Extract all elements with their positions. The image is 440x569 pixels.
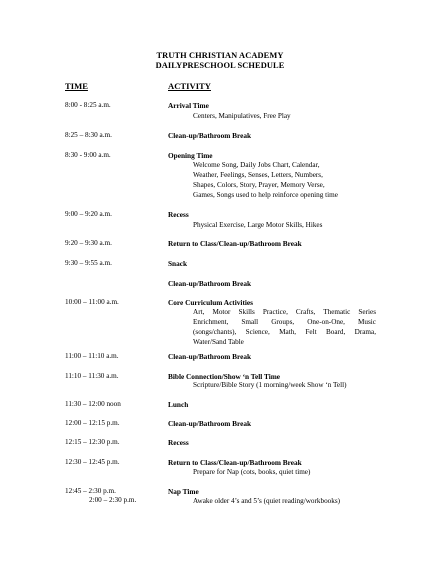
activity-name: Recess bbox=[168, 438, 189, 447]
time-slot: 11:10 – 11:30 a.m. bbox=[65, 372, 119, 380]
time-slot: 8:25 – 8:30 a.m. bbox=[65, 131, 112, 139]
time-slot: 2:00 – 2:30 p.m. bbox=[89, 496, 137, 504]
time-slot: 9:00 – 9:20 a.m. bbox=[65, 210, 112, 218]
activity-name: Clean-up/Bathroom Break bbox=[168, 419, 252, 428]
activity-details bbox=[193, 467, 310, 477]
detail-line: Art, Motor Skills Practice, Crafts, Thematic Series bbox=[193, 308, 376, 316]
time-slot: 10:00 – 11:00 a.m. bbox=[65, 298, 119, 306]
activity-name: Return to Class/Clean-up/Bathroom Break bbox=[168, 239, 302, 248]
activity-name: Opening Time bbox=[168, 151, 213, 160]
activity-details bbox=[193, 307, 376, 347]
activity-name: Clean-up/Bathroom Break bbox=[168, 131, 252, 140]
detail-line: Centers, Manipulatives, Free Play bbox=[193, 112, 291, 120]
activity-name: Clean-up/Bathroom Break bbox=[168, 279, 252, 288]
detail-line: Shapes, Colors, Story, Prayer, Memory Verse, bbox=[193, 181, 325, 189]
activity-details bbox=[193, 496, 340, 506]
detail-line: Physical Exercise, Large Motor Skills, Hikes bbox=[193, 221, 323, 229]
activity-name: Core Curriculum Activities bbox=[168, 298, 253, 307]
time-slot: 8:00 - 8:25 a.m. bbox=[65, 101, 111, 109]
activity-name: Nap Time bbox=[168, 487, 199, 496]
activity-name: Return to Class/Clean-up/Bathroom Break bbox=[168, 458, 302, 467]
activity-name: Arrival Time bbox=[168, 101, 209, 110]
time-slot: 11:30 – 12:00 noon bbox=[65, 400, 121, 408]
detail-line: Water/Sand Table bbox=[193, 338, 244, 346]
activity-name: Lunch bbox=[168, 400, 189, 409]
detail-line: Welcome Song, Daily Jobs Chart, Calendar, bbox=[193, 161, 320, 169]
detail-line: Games, Songs used to help reinforce opening time bbox=[193, 191, 338, 199]
activity-details bbox=[193, 380, 346, 390]
time-slot: 9:20 – 9:30 a.m. bbox=[65, 239, 112, 247]
time-slot: 12:15 – 12:30 p.m. bbox=[65, 438, 120, 446]
time-slot: 9:30 – 9:55 a.m. bbox=[65, 259, 112, 267]
activity-name: Clean-up/Bathroom Break bbox=[168, 352, 252, 361]
time-slot: 12:30 – 12:45 p.m. bbox=[65, 458, 120, 466]
school-name: TRUTH CHRISTIAN ACADEMY bbox=[156, 51, 284, 60]
time-slot: 8:30 - 9:00 a.m. bbox=[65, 151, 111, 159]
detail-line: Prepare for Nap (cots, books, quiet time) bbox=[193, 468, 311, 476]
detail-line: Weather, Feelings, Senses, Letters, Numbers, bbox=[193, 171, 323, 179]
time-slot: 11:00 – 11:10 a.m. bbox=[65, 352, 119, 360]
activity-name: Bible Connection/Show ‘n Tell Time bbox=[168, 372, 281, 381]
activity-column-header: ACTIVITY bbox=[168, 81, 211, 91]
activity-name: Recess bbox=[168, 210, 189, 219]
page-title: DAILYPRESCHOOL SCHEDULE bbox=[155, 61, 285, 70]
time-column-header: TIME bbox=[65, 81, 88, 91]
activity-details bbox=[193, 160, 338, 200]
detail-line: Enrichment, Small Groups, One-on-One, Music bbox=[193, 318, 376, 326]
activity-name: Snack bbox=[168, 259, 188, 268]
time-slot: 12:45 – 2:30 p.m. bbox=[65, 487, 116, 495]
detail-line: (songs/chants), Science, Math, Felt Board, Drama, bbox=[193, 328, 376, 336]
activity-details bbox=[193, 220, 322, 230]
detail-line: Scripture/Bible Story (1 morning/week Show ‘n Tell) bbox=[193, 381, 347, 389]
activity-details bbox=[193, 111, 291, 121]
time-slot: 12:00 – 12:15 p.m. bbox=[65, 419, 120, 427]
detail-line: Awake older 4’s and 5’s (quiet reading/workbooks) bbox=[193, 497, 341, 505]
